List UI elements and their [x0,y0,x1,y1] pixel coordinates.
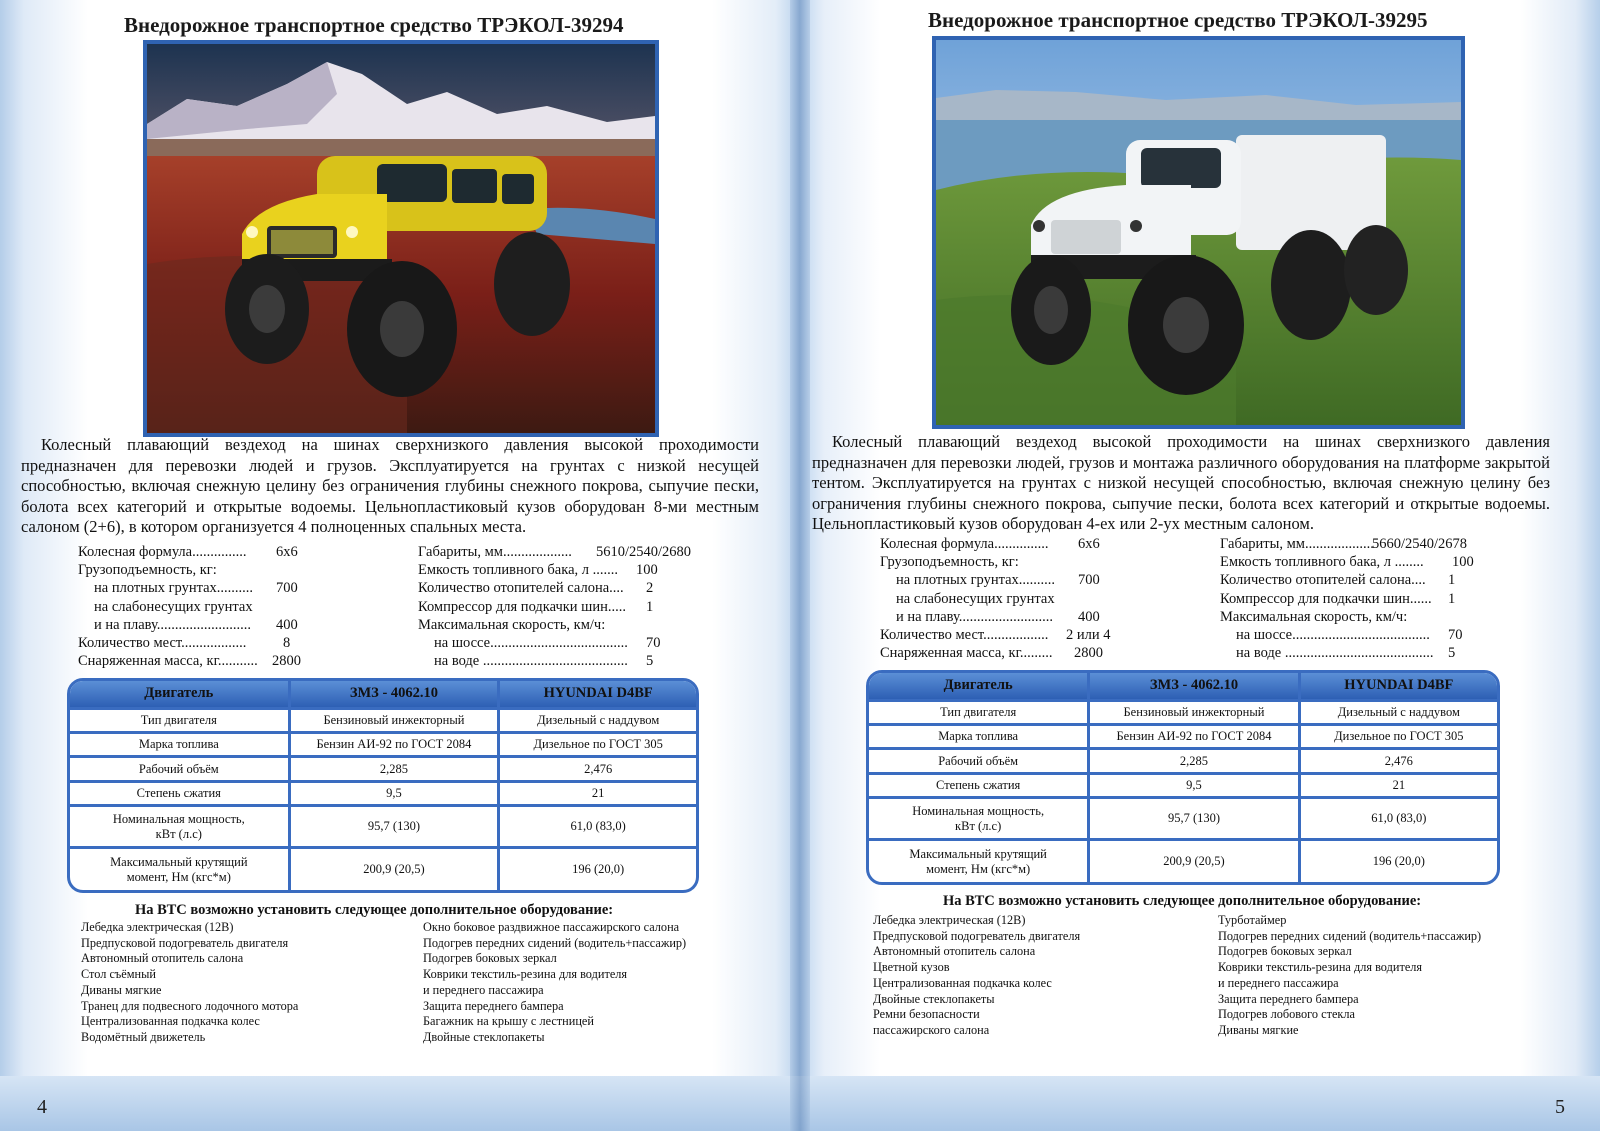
spec-label: Количество мест.................. [78,635,247,651]
equipment-list-col2 [423,920,686,1046]
spec-row [418,616,605,634]
table-header-cell: ЗМЗ - 4062.10 [1089,673,1299,700]
equipment-title: На ВТС возможно установить следующее дополнительное оборудование: [943,893,1422,909]
table-cell: Максимальный крутящий момент, Нм (кгс*м) [869,840,1089,882]
table-cell: Максимальный крутящий момент, Нм (кгс*м) [70,848,289,890]
table-header-cell: HYUNDAI D4BF [499,681,696,708]
spec-row [94,579,253,597]
equipment-item: Подогрев передних сидений (водитель+пассажир) [423,935,687,950]
spec-value: 1 [646,598,654,615]
table-cell: Марка топлива [70,733,289,757]
equipment-item: Защита переднего бампера [1218,991,1359,1006]
page-number: 5 [1555,1096,1565,1118]
vehicle-illustration [147,44,655,433]
spec-row [880,626,1048,644]
spec-label: на плотных грунтах.......... [896,572,1056,589]
spec-row [1220,608,1407,626]
spec-value: 2 или 4 [1066,627,1111,643]
vehicle-description: Колесный плавающий вездеход на шинах сверхнизкого давления высокой проходимости предназначен для перевозки людей и грузов. Эксплуатируется на грунтах с низкой несущей способностью, включая снежную целину без ограничения глубины снежного покрова, сыпучие пески, болота всех категорий и открытые водоемы. Цельнопластиковый кузов оборудован 8-ми местным салоном (2+6), в котором организуется 4 полноценных спальных места. [21,435,759,537]
table-cell: Тип двигателя [869,700,1089,724]
spec-label: Количество отопителей салона.... [418,580,624,597]
engine-table [67,678,699,893]
spec-label: на шоссе...................................... [434,635,628,651]
specs-right-column [418,543,718,673]
table-cell: 2,476 [499,757,696,781]
page-right [800,0,1600,1131]
table-cell: Рабочий объём [70,757,289,781]
table-cell: 61,0 (83,0) [1299,798,1497,840]
spec-row [434,634,628,652]
equipment-item: Стол съёмный [81,967,156,982]
equipment-item: Подогрев передних сидений (водитель+пассажир) [1218,928,1482,943]
table-header-cell: Двигатель [70,681,289,708]
spec-label: Колесная формула............... [880,536,1049,552]
vehicle-illustration [936,40,1461,425]
spec-row [418,543,572,561]
spec-row [434,652,628,670]
spec-label: Снаряженная масса, кг......... [880,645,1053,662]
specs-left-column [78,543,408,673]
spec-label: на слабонесущих грунтах [896,590,1055,607]
spec-value: 1 [1448,572,1456,589]
table-cell: Бензин АИ-92 по ГОСТ 2084 [1089,725,1299,749]
table-row [869,749,1497,773]
spec-value: 6х6 [276,544,298,560]
spec-value: 70 [646,635,661,651]
table-cell: 196 (20,0) [1299,840,1497,882]
equipment-item: Лебедка электрическая (12В) [873,913,1026,927]
spec-label: на шоссе...................................... [1236,627,1430,643]
spec-value: 8 [283,635,291,651]
table-row [869,840,1497,882]
spec-label: Колесная формула............... [78,544,247,560]
spec-row [78,652,258,670]
table-header-cell: Двигатель [869,673,1089,700]
spec-value: 5660/2540/2678 [1372,536,1468,552]
equipment-item: Диваны мягкие [1218,1022,1299,1037]
table-cell: Бензин АИ-92 по ГОСТ 2084 [289,733,499,757]
spec-label: Грузоподъемность, кг: [78,562,217,579]
spec-label: Максимальная скорость, км/ч: [1220,608,1408,625]
footer-band [0,1076,800,1131]
table-row [869,798,1497,840]
table-cell: 200,9 (20,5) [289,848,499,890]
spec-row [896,571,1055,589]
spec-value: 2800 [1074,645,1103,662]
table-cell: Степень сжатия [869,773,1089,797]
equipment-item: Двойные стеклопакеты [873,991,995,1006]
table-cell: Марка топлива [869,725,1089,749]
spec-row [880,535,1048,553]
table-cell: Бензиновый инжекторный [1089,700,1299,724]
spec-row [1236,626,1430,644]
spec-row [1236,644,1433,662]
equipment-item: Централизованная подкачка колес [81,1014,260,1029]
spec-value: 700 [276,580,298,597]
spec-label: Грузоподъемность, кг: [880,554,1019,571]
equipment-item: Ремни безопасности [873,1007,980,1022]
spec-row [418,598,626,616]
table-row [70,757,696,781]
spec-value: 5610/2540/2680 [596,544,692,560]
spec-row [880,644,1053,662]
equipment-item: Диваны мягкие [81,982,162,997]
spec-label: Компрессор для подкачки шин..... [418,598,626,615]
spec-row [78,543,246,561]
spec-label: Габариты, мм................... [1220,536,1374,552]
table-cell: 95,7 (130) [289,806,499,848]
table-cell: Дизельный с наддувом [499,708,696,732]
spec-label: Количество отопителей салона.... [1220,572,1426,589]
table-cell: 9,5 [1089,773,1299,797]
table-cell: Рабочий объём [869,749,1089,773]
spec-label: Емкость топливного бака, л ........ [1220,554,1424,571]
table-row [869,725,1497,749]
spec-label: Максимальная скорость, км/ч: [418,616,606,633]
equipment-item: Окно боковое раздвижное пассажирского салона [423,920,680,934]
spec-value: 700 [1078,572,1100,589]
equipment-item: пассажирского салона [873,1022,990,1037]
table-row [70,733,696,757]
spec-label: на плотных грунтах.......... [94,580,254,597]
spec-label: на воде ........................................ [434,653,628,670]
page-title: Внедорожное транспортное средство ТРЭКОЛ-39295 [928,8,1428,32]
specs-right-column [1220,535,1520,665]
table-header-cell: ЗМЗ - 4062.10 [289,681,499,708]
table-cell: Степень сжатия [70,781,289,805]
table-row [70,781,696,805]
page-number: 4 [37,1096,47,1118]
spec-row [78,561,217,579]
page-gutter [790,0,810,1131]
equipment-item: Подогрев боковых зеркал [423,951,557,966]
spec-row [1220,553,1424,571]
spec-value: 100 [1452,554,1474,571]
spec-row [418,579,624,597]
table-row [869,773,1497,797]
equipment-item: Автономный отопитель салона [873,944,1036,959]
equipment-item: Транец для подвесного лодочного мотора [81,998,299,1013]
table-cell: Номинальная мощность, кВт (л.с) [70,806,289,848]
vehicle-photo-yellow [143,40,659,437]
table-cell: Дизельное по ГОСТ 305 [1299,725,1497,749]
vehicle-description: Колесный плавающий вездеход высокой проходимости на шинах сверхнизкого давления предназначен для перевозки людей, грузов и монтажа различного оборудования на платформе закрытой тентом. Эксплуатируется на грунтах с низкой несущей способностью, включая снежную целину без ограничения глубины снежного покрова, сыпучие пески, болота всех категорий и открытые водоемы. Цельнопластиковый кузов оборудован 4-ех или 2-ух местным салоном. [812,432,1550,534]
equipment-item: Предпусковой подогреватель двигателя [81,935,289,950]
equipment-title: На ВТС возможно установить следующее дополнительное оборудование: [135,902,614,918]
spec-row [880,553,1019,571]
spec-label: на слабонесущих грунтах [94,598,253,615]
vehicle-photo-white [932,36,1465,429]
table-cell: 21 [1299,773,1497,797]
equipment-list-col2 [1218,913,1481,1039]
equipment-item: Водомётный движетель [81,1029,206,1044]
spec-value: 400 [1078,608,1100,625]
table-row [70,806,696,848]
equipment-item: Подогрев лобового стекла [1218,1007,1355,1022]
equipment-item: Коврики текстиль-резина для водителя [1218,960,1423,975]
equipment-item: Багажник на крышу с лестницей [423,1014,594,1029]
spec-row [896,590,1055,608]
table-row [70,848,696,890]
equipment-item: Подогрев боковых зеркал [1218,944,1352,959]
spec-row [418,561,618,579]
spec-value: 1 [1448,590,1456,607]
spec-row [896,608,1053,626]
equipment-item: и переднего пассажира [423,982,544,997]
engine-table [866,670,1500,885]
table-cell: 95,7 (130) [1089,798,1299,840]
table-cell: 9,5 [289,781,499,805]
spec-label: Снаряженная масса, кг........... [78,653,258,670]
equipment-item: Централизованная подкачка колес [873,975,1052,990]
spec-row [78,634,246,652]
spec-value: 100 [636,562,658,579]
spec-row [1220,571,1426,589]
table-header-cell: HYUNDAI D4BF [1299,673,1497,700]
equipment-item: Коврики текстиль-резина для водителя [423,967,628,982]
equipment-item: Защита переднего бампера [423,998,564,1013]
spec-value: 2 [646,580,654,597]
table-row [869,700,1497,724]
spec-value: 2800 [272,653,301,670]
equipment-item: Цветной кузов [873,960,950,975]
equipment-item: и переднего пассажира [1218,975,1339,990]
spec-label: Габариты, мм................... [418,544,572,560]
specs-left-column [880,535,1210,665]
table-cell: 21 [499,781,696,805]
equipment-item: Турботаймер [1218,913,1287,927]
table-cell: 2,285 [289,757,499,781]
footer-band [800,1076,1600,1131]
table-cell: Номинальная мощность, кВт (л.с) [869,798,1089,840]
table-cell: Тип двигателя [70,708,289,732]
spec-label: на воде ......................................... [1236,645,1434,662]
table-cell: Бензиновый инжекторный [289,708,499,732]
equipment-item: Автономный отопитель салона [81,951,244,966]
table-cell: Дизельный с наддувом [1299,700,1497,724]
equipment-item: Предпусковой подогреватель двигателя [873,928,1081,943]
spec-label: Компрессор для подкачки шин...... [1220,590,1432,607]
spec-label: и на плаву.......................... [94,616,252,633]
spec-value: 400 [276,616,298,633]
page-title: Внедорожное транспортное средство ТРЭКОЛ-39294 [124,13,624,37]
table-cell: 2,476 [1299,749,1497,773]
spec-row [94,616,251,634]
spec-row [1220,590,1432,608]
equipment-item: Лебедка электрическая (12В) [81,920,234,934]
spec-value: 5 [646,653,654,670]
spec-row [94,598,253,616]
equipment-item: Двойные стеклопакеты [423,1029,545,1044]
table-cell: 61,0 (83,0) [499,806,696,848]
spec-value: 6х6 [1078,536,1100,552]
spec-row [1220,535,1374,553]
spec-label: и на плаву.......................... [896,608,1054,625]
equipment-list-col1 [81,920,298,1046]
spec-value: 70 [1448,627,1463,643]
table-cell: 2,285 [1089,749,1299,773]
spec-label: Количество мест.................. [880,627,1049,643]
table-cell: 200,9 (20,5) [1089,840,1299,882]
table-cell: Дизельное по ГОСТ 305 [499,733,696,757]
table-row [70,708,696,732]
equipment-list-col1 [873,913,1080,1039]
table-cell: 196 (20,0) [499,848,696,890]
spec-label: Емкость топливного бака, л ....... [418,562,618,579]
spec-value: 5 [1448,645,1456,662]
